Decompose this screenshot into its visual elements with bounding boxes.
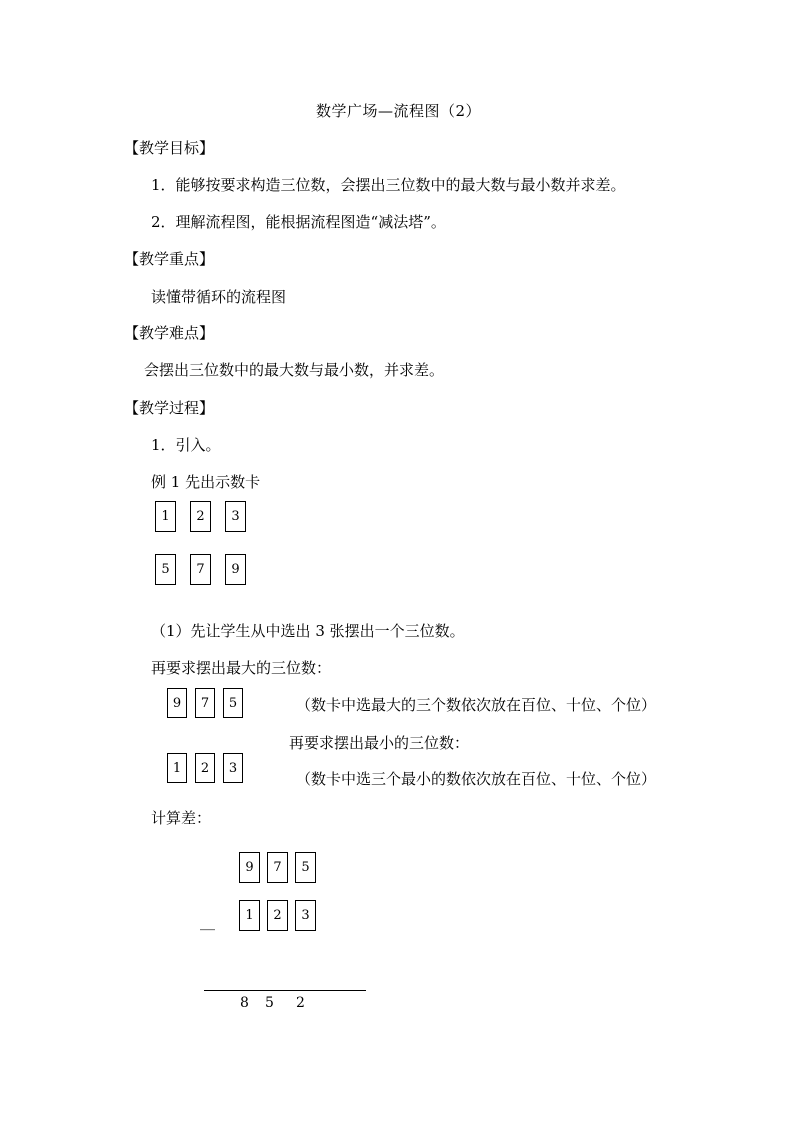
min-note: （数卡中选三个最小的数依次放在百位、十位、个位）	[296, 770, 657, 788]
max-card: 7	[195, 688, 215, 718]
number-card: 5	[155, 554, 176, 585]
calc-label: 计算差：	[151, 809, 212, 827]
min-card: 1	[167, 753, 187, 783]
result-digit: 5	[265, 995, 274, 1011]
result-digit: 8	[240, 995, 249, 1011]
goal-item-1: 1．能够按要求构造三位数，会摆出三位数中的最大数与最小数并求差。	[151, 176, 626, 194]
max-card: 5	[223, 688, 243, 718]
calc-top-card: 9	[239, 852, 260, 883]
calc-top-card: 7	[267, 852, 288, 883]
step-1-text: （1）先让学生从中选出 3 张摆出一个三位数。	[151, 622, 465, 640]
ask-min-text: 再要求摆出最小的三位数：	[289, 734, 470, 752]
ask-max-text: 再要求摆出最大的三位数：	[151, 659, 332, 677]
min-card: 2	[195, 753, 215, 783]
process-heading: 【教学过程】	[124, 399, 215, 417]
example-label: 例 1 先出示数卡	[151, 473, 261, 491]
goals-heading: 【教学目标】	[124, 139, 215, 157]
min-card: 3	[223, 753, 243, 783]
key-points-heading: 【教学重点】	[124, 250, 215, 268]
minus-sign: ＿	[200, 914, 216, 932]
number-card: 1	[155, 501, 176, 532]
difficulties-heading: 【教学难点】	[124, 324, 215, 342]
process-intro: 1．引入。	[151, 436, 221, 454]
max-note: （数卡中选最大的三个数依次放在百位、十位、个位）	[296, 696, 657, 714]
key-points-text: 读懂带循环的流程图	[151, 288, 287, 306]
result-digit: 2	[296, 995, 305, 1011]
number-card: 3	[225, 501, 246, 532]
page-title: 数学广场—流程图（2）	[316, 102, 482, 120]
number-card: 9	[225, 554, 246, 585]
calc-bottom-card: 2	[267, 900, 288, 931]
goal-item-2: 2．理解流程图，能根据流程图造“减法塔”。	[151, 213, 446, 231]
number-card: 2	[190, 501, 211, 532]
calc-bottom-card: 1	[239, 900, 260, 931]
sum-line	[204, 990, 366, 991]
difficulties-text: 会摆出三位数中的最大数与最小数，并求差。	[144, 361, 445, 379]
number-card: 7	[190, 554, 211, 585]
calc-top-card: 5	[295, 852, 316, 883]
calc-bottom-card: 3	[295, 900, 316, 931]
max-card: 9	[167, 688, 187, 718]
